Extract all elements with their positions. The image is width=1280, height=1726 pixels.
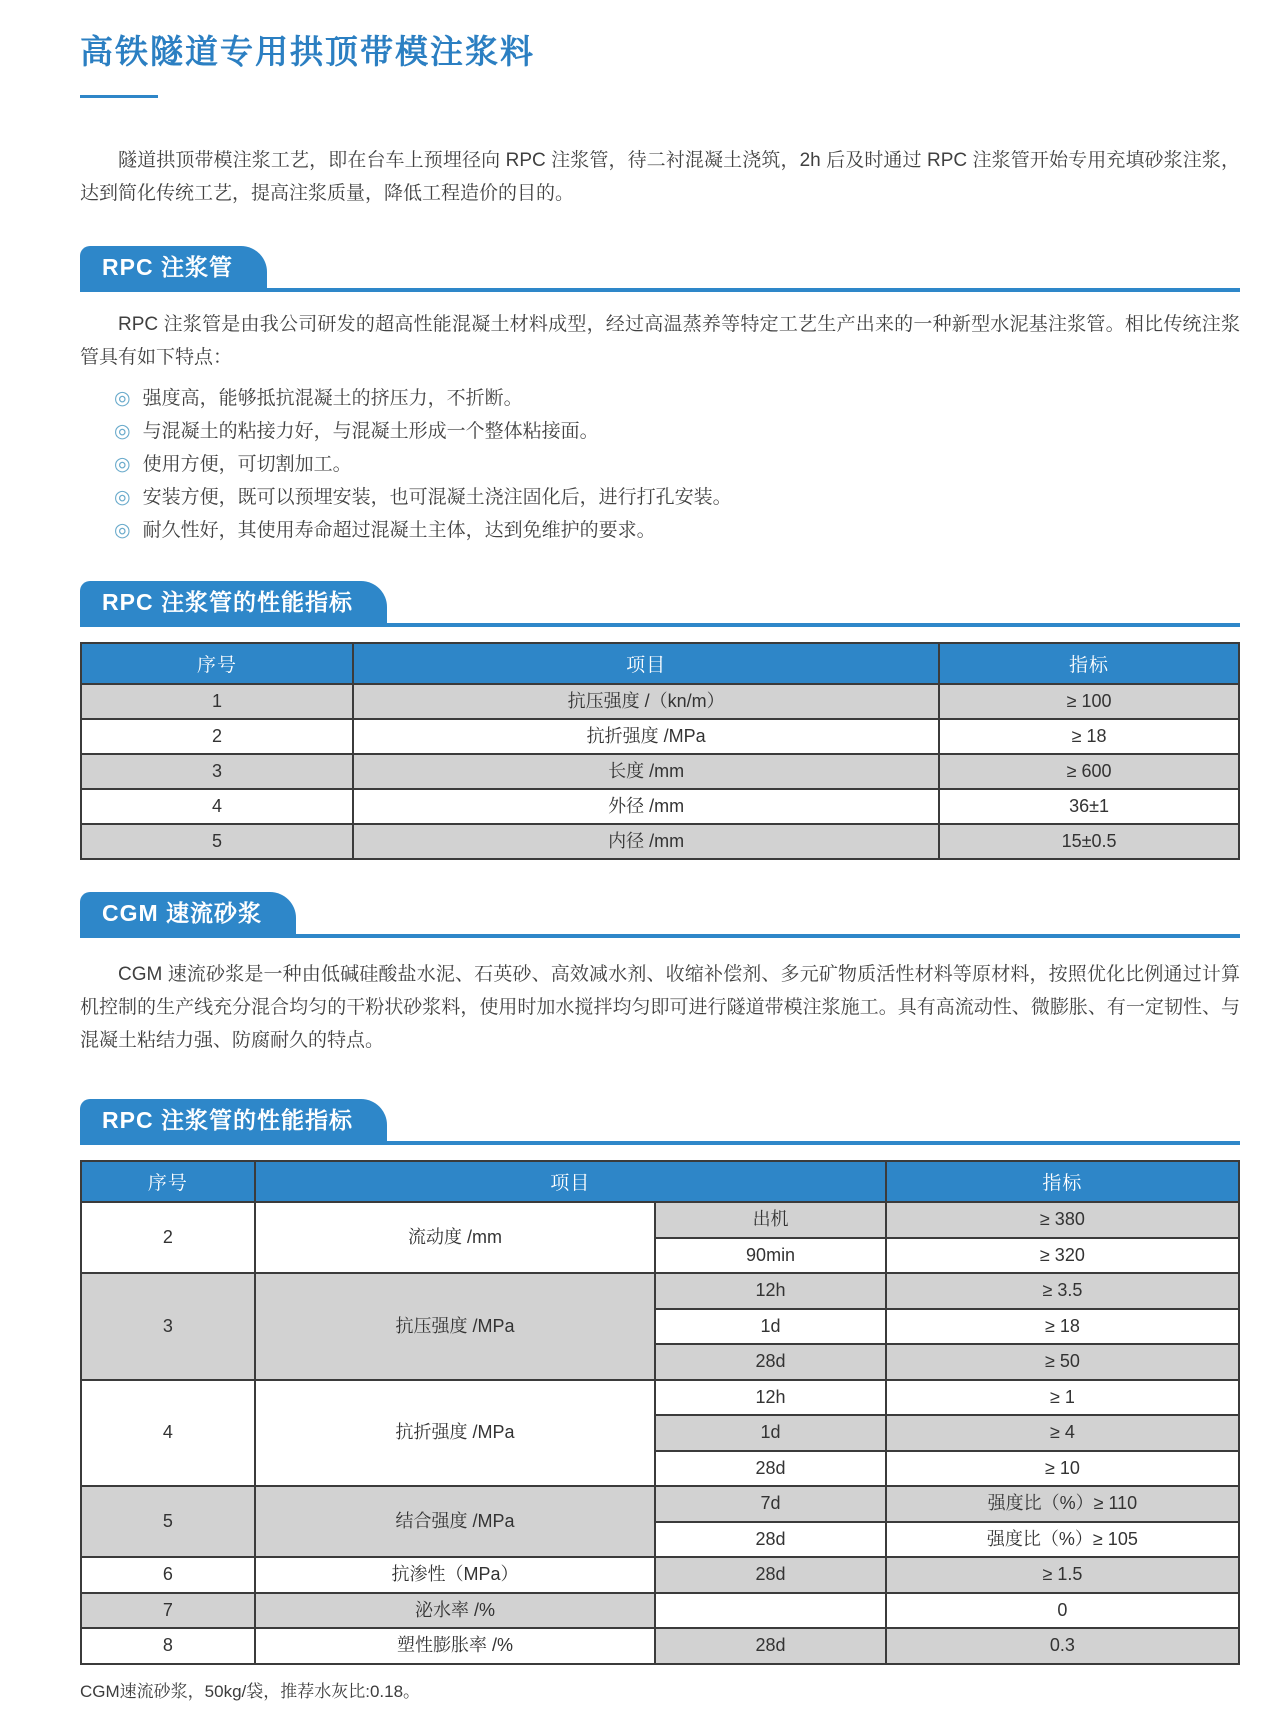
item-cell: 抗折强度 /MPa bbox=[353, 719, 939, 754]
condition-cell: 90min bbox=[655, 1238, 885, 1274]
column-header: 指标 bbox=[939, 643, 1239, 684]
column-header: 序号 bbox=[81, 643, 353, 684]
value-cell: 15±0.5 bbox=[939, 824, 1239, 859]
table-header-row bbox=[81, 1161, 1239, 1202]
value-cell: ≥ 4 bbox=[886, 1415, 1239, 1451]
intro-paragraph: 隧道拱顶带模注浆工艺，即在台车上预埋径向 RPC 注浆管，待二衬混凝土浇筑，2h 后及时通过 RPC 注浆管开始专用充填砂浆注浆，达到简化传统工艺，提高注浆质量，降低工程造价的目的。 bbox=[80, 150, 1240, 204]
condition-cell: 28d bbox=[655, 1628, 885, 1664]
circle-bullet-icon: ◎ bbox=[114, 388, 131, 409]
condition-cell: 7d bbox=[655, 1486, 885, 1522]
serial-cell: 7 bbox=[81, 1593, 255, 1629]
section-banner-cgm bbox=[80, 892, 1240, 938]
table-row bbox=[81, 1593, 1239, 1629]
table-row bbox=[81, 824, 1239, 859]
serial-cell: 6 bbox=[81, 1557, 255, 1593]
item-cell: 抗渗性（MPa） bbox=[255, 1557, 656, 1593]
item-cell: 泌水率 /% bbox=[255, 1593, 656, 1629]
table-header-row bbox=[81, 643, 1239, 684]
table-row bbox=[81, 719, 1239, 754]
table-row bbox=[81, 789, 1239, 824]
feature-text: 强度高，能够抵抗混凝土的挤压力，不折断。 bbox=[142, 388, 523, 409]
condition-cell: 出机 bbox=[655, 1202, 885, 1238]
value-cell: ≥ 18 bbox=[886, 1309, 1239, 1345]
section-tab-rpc: RPC 注浆管 bbox=[80, 246, 267, 288]
rpc-spec-table bbox=[80, 642, 1240, 860]
value-cell: ≥ 320 bbox=[886, 1238, 1239, 1274]
column-header: 项目 bbox=[353, 643, 939, 684]
rpc-paragraph: RPC 注浆管是由我公司研发的超高性能混凝土材料成型，经过高温蒸养等特定工艺生产出来的一种新型水泥基注浆管。相比传统注浆管具有如下特点： bbox=[80, 314, 1240, 368]
section-tab-rpc-specs: RPC 注浆管的性能指标 bbox=[80, 581, 387, 623]
cgm-spec-table bbox=[80, 1160, 1240, 1665]
serial-cell: 3 bbox=[81, 754, 353, 789]
item-cell: 内径 /mm bbox=[353, 824, 939, 859]
feature-text: 耐久性好，其使用寿命超过混凝土主体，达到免维护的要求。 bbox=[142, 520, 656, 541]
table-row bbox=[81, 754, 1239, 789]
table-row bbox=[81, 1273, 1239, 1309]
table-row bbox=[81, 1202, 1239, 1238]
circle-bullet-icon: ◎ bbox=[114, 454, 131, 475]
serial-cell: 3 bbox=[81, 1273, 255, 1380]
condition-cell: 1d bbox=[655, 1309, 885, 1345]
value-cell: ≥ 380 bbox=[886, 1202, 1239, 1238]
item-cell: 抗折强度 /MPa bbox=[255, 1380, 656, 1487]
value-cell: ≥ 18 bbox=[939, 719, 1239, 754]
serial-cell: 4 bbox=[81, 789, 353, 824]
serial-cell: 2 bbox=[81, 719, 353, 754]
serial-cell: 4 bbox=[81, 1380, 255, 1487]
serial-cell: 2 bbox=[81, 1202, 255, 1273]
table-row bbox=[81, 684, 1239, 719]
serial-cell: 5 bbox=[81, 1486, 255, 1557]
value-cell: ≥ 100 bbox=[939, 684, 1239, 719]
feature-text: 使用方便，可切割加工。 bbox=[142, 454, 352, 475]
condition-cell: 12h bbox=[655, 1273, 885, 1309]
value-cell: ≥ 600 bbox=[939, 754, 1239, 789]
section-banner-rpc bbox=[80, 246, 1240, 292]
table-row bbox=[81, 1628, 1239, 1664]
cgm-paragraph: CGM 速流砂浆是一种由低碱硅酸盐水泥、石英砂、高效减水剂、收缩补偿剂、多元矿物质活性材料等原材料，按照优化比例通过计算机控制的生产线充分混合均匀的干粉状砂浆料，使用时加水搅拌均匀即可进行隧道带模注浆施工。具有高流动性、微膨胀、有一定韧性、与混凝土粘结力强、防腐耐久的特点。 bbox=[80, 964, 1240, 1051]
table-row bbox=[81, 1557, 1239, 1593]
circle-bullet-icon: ◎ bbox=[114, 421, 131, 442]
value-cell: ≥ 3.5 bbox=[886, 1273, 1239, 1309]
circle-bullet-icon: ◎ bbox=[114, 487, 131, 508]
rpc-feature-list bbox=[114, 382, 1240, 547]
feature-item bbox=[114, 415, 1240, 448]
column-header: 序号 bbox=[81, 1161, 255, 1202]
condition-cell: 1d bbox=[655, 1415, 885, 1451]
table-row bbox=[81, 1486, 1239, 1522]
section-banner-rpc-specs bbox=[80, 581, 1240, 627]
value-cell: ≥ 50 bbox=[886, 1344, 1239, 1380]
serial-cell: 8 bbox=[81, 1628, 255, 1664]
value-cell: 强度比（%）≥ 105 bbox=[886, 1522, 1239, 1558]
item-cell: 抗压强度 /（kn/m） bbox=[353, 684, 939, 719]
value-cell: ≥ 1.5 bbox=[886, 1557, 1239, 1593]
circle-bullet-icon: ◎ bbox=[114, 520, 131, 541]
feature-item bbox=[114, 448, 1240, 481]
condition-cell bbox=[655, 1593, 885, 1629]
serial-cell: 5 bbox=[81, 824, 353, 859]
column-header: 项目 bbox=[255, 1161, 886, 1202]
section-banner-cgm-specs bbox=[80, 1099, 1240, 1145]
condition-cell: 28d bbox=[655, 1451, 885, 1487]
condition-cell: 28d bbox=[655, 1522, 885, 1558]
value-cell: ≥ 10 bbox=[886, 1451, 1239, 1487]
item-cell: 流动度 /mm bbox=[255, 1202, 656, 1273]
section-tab-cgm-specs: RPC 注浆管的性能指标 bbox=[80, 1099, 387, 1141]
feature-item bbox=[114, 514, 1240, 547]
condition-cell: 28d bbox=[655, 1344, 885, 1380]
serial-cell: 1 bbox=[81, 684, 353, 719]
value-cell: 0.3 bbox=[886, 1628, 1239, 1664]
footnote: CGM速流砂浆，50kg/袋，推荐水灰比:0.18。 bbox=[80, 1681, 421, 1701]
feature-text: 与混凝土的粘接力好，与混凝土形成一个整体粘接面。 bbox=[142, 421, 599, 442]
title-underline bbox=[80, 95, 158, 98]
condition-cell: 12h bbox=[655, 1380, 885, 1416]
item-cell: 塑性膨胀率 /% bbox=[255, 1628, 656, 1664]
value-cell: 0 bbox=[886, 1593, 1239, 1629]
item-cell: 结合强度 /MPa bbox=[255, 1486, 656, 1557]
value-cell: ≥ 1 bbox=[886, 1380, 1239, 1416]
column-header: 指标 bbox=[886, 1161, 1239, 1202]
value-cell: 36±1 bbox=[939, 789, 1239, 824]
value-cell: 强度比（%）≥ 110 bbox=[886, 1486, 1239, 1522]
item-cell: 长度 /mm bbox=[353, 754, 939, 789]
section-tab-cgm: CGM 速流砂浆 bbox=[80, 892, 296, 934]
feature-item bbox=[114, 481, 1240, 514]
page-title: 高铁隧道专用拱顶带模注浆料 bbox=[80, 33, 535, 70]
condition-cell: 28d bbox=[655, 1557, 885, 1593]
table-row bbox=[81, 1380, 1239, 1416]
item-cell: 外径 /mm bbox=[353, 789, 939, 824]
item-cell: 抗压强度 /MPa bbox=[255, 1273, 656, 1380]
feature-text: 安装方便，既可以预埋安装，也可混凝土浇注固化后，进行打孔安装。 bbox=[142, 487, 732, 508]
feature-item bbox=[114, 382, 1240, 415]
